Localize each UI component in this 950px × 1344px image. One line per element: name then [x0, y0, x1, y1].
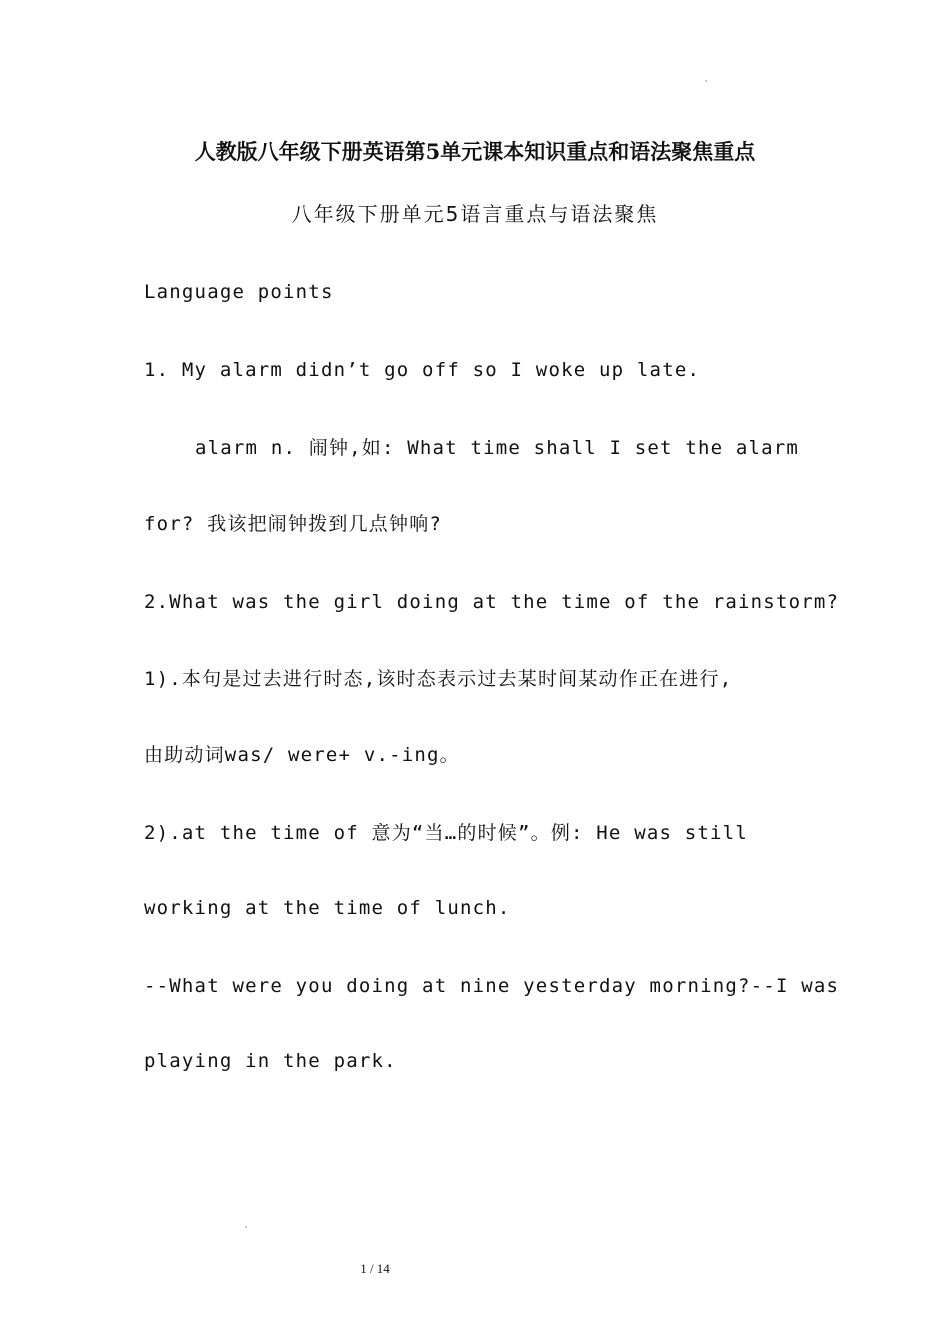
- section-heading: Language points: [144, 281, 334, 303]
- text-line: 1).本句是过去进行时态,该时态表示过去某时间某动作正在进行,: [144, 668, 733, 690]
- text-line: for? 我该把闹钟拨到几点钟响?: [144, 513, 443, 535]
- text-line: --What were you doing at nine yesterday morning?--I was: [144, 975, 840, 997]
- document-subtitle: 八年级下册单元5语言重点与语法聚焦: [291, 202, 659, 226]
- text-line: 1. My alarm didn’t go off so I woke up late.: [144, 359, 701, 381]
- text-line: alarm n. 闹钟,如: What time shall I set the alarm: [195, 437, 800, 459]
- page-number: 1 / 14: [360, 1261, 390, 1276]
- scan-speck: [705, 80, 707, 82]
- text-line: 由助动词was/ were+ v.-ing。: [144, 744, 460, 766]
- text-line: playing in the park.: [144, 1050, 397, 1072]
- text-line: working at the time of lunch.: [144, 897, 511, 919]
- text-line: 2).at the time of 意为“当…的时候”。例: He was still: [144, 822, 748, 844]
- document-title: 人教版八年级下册英语第5单元课本知识重点和语法聚焦重点: [194, 139, 756, 164]
- text-line: 2.What was the girl doing at the time of the rainstorm?: [144, 591, 840, 613]
- scan-speck: [245, 1226, 247, 1228]
